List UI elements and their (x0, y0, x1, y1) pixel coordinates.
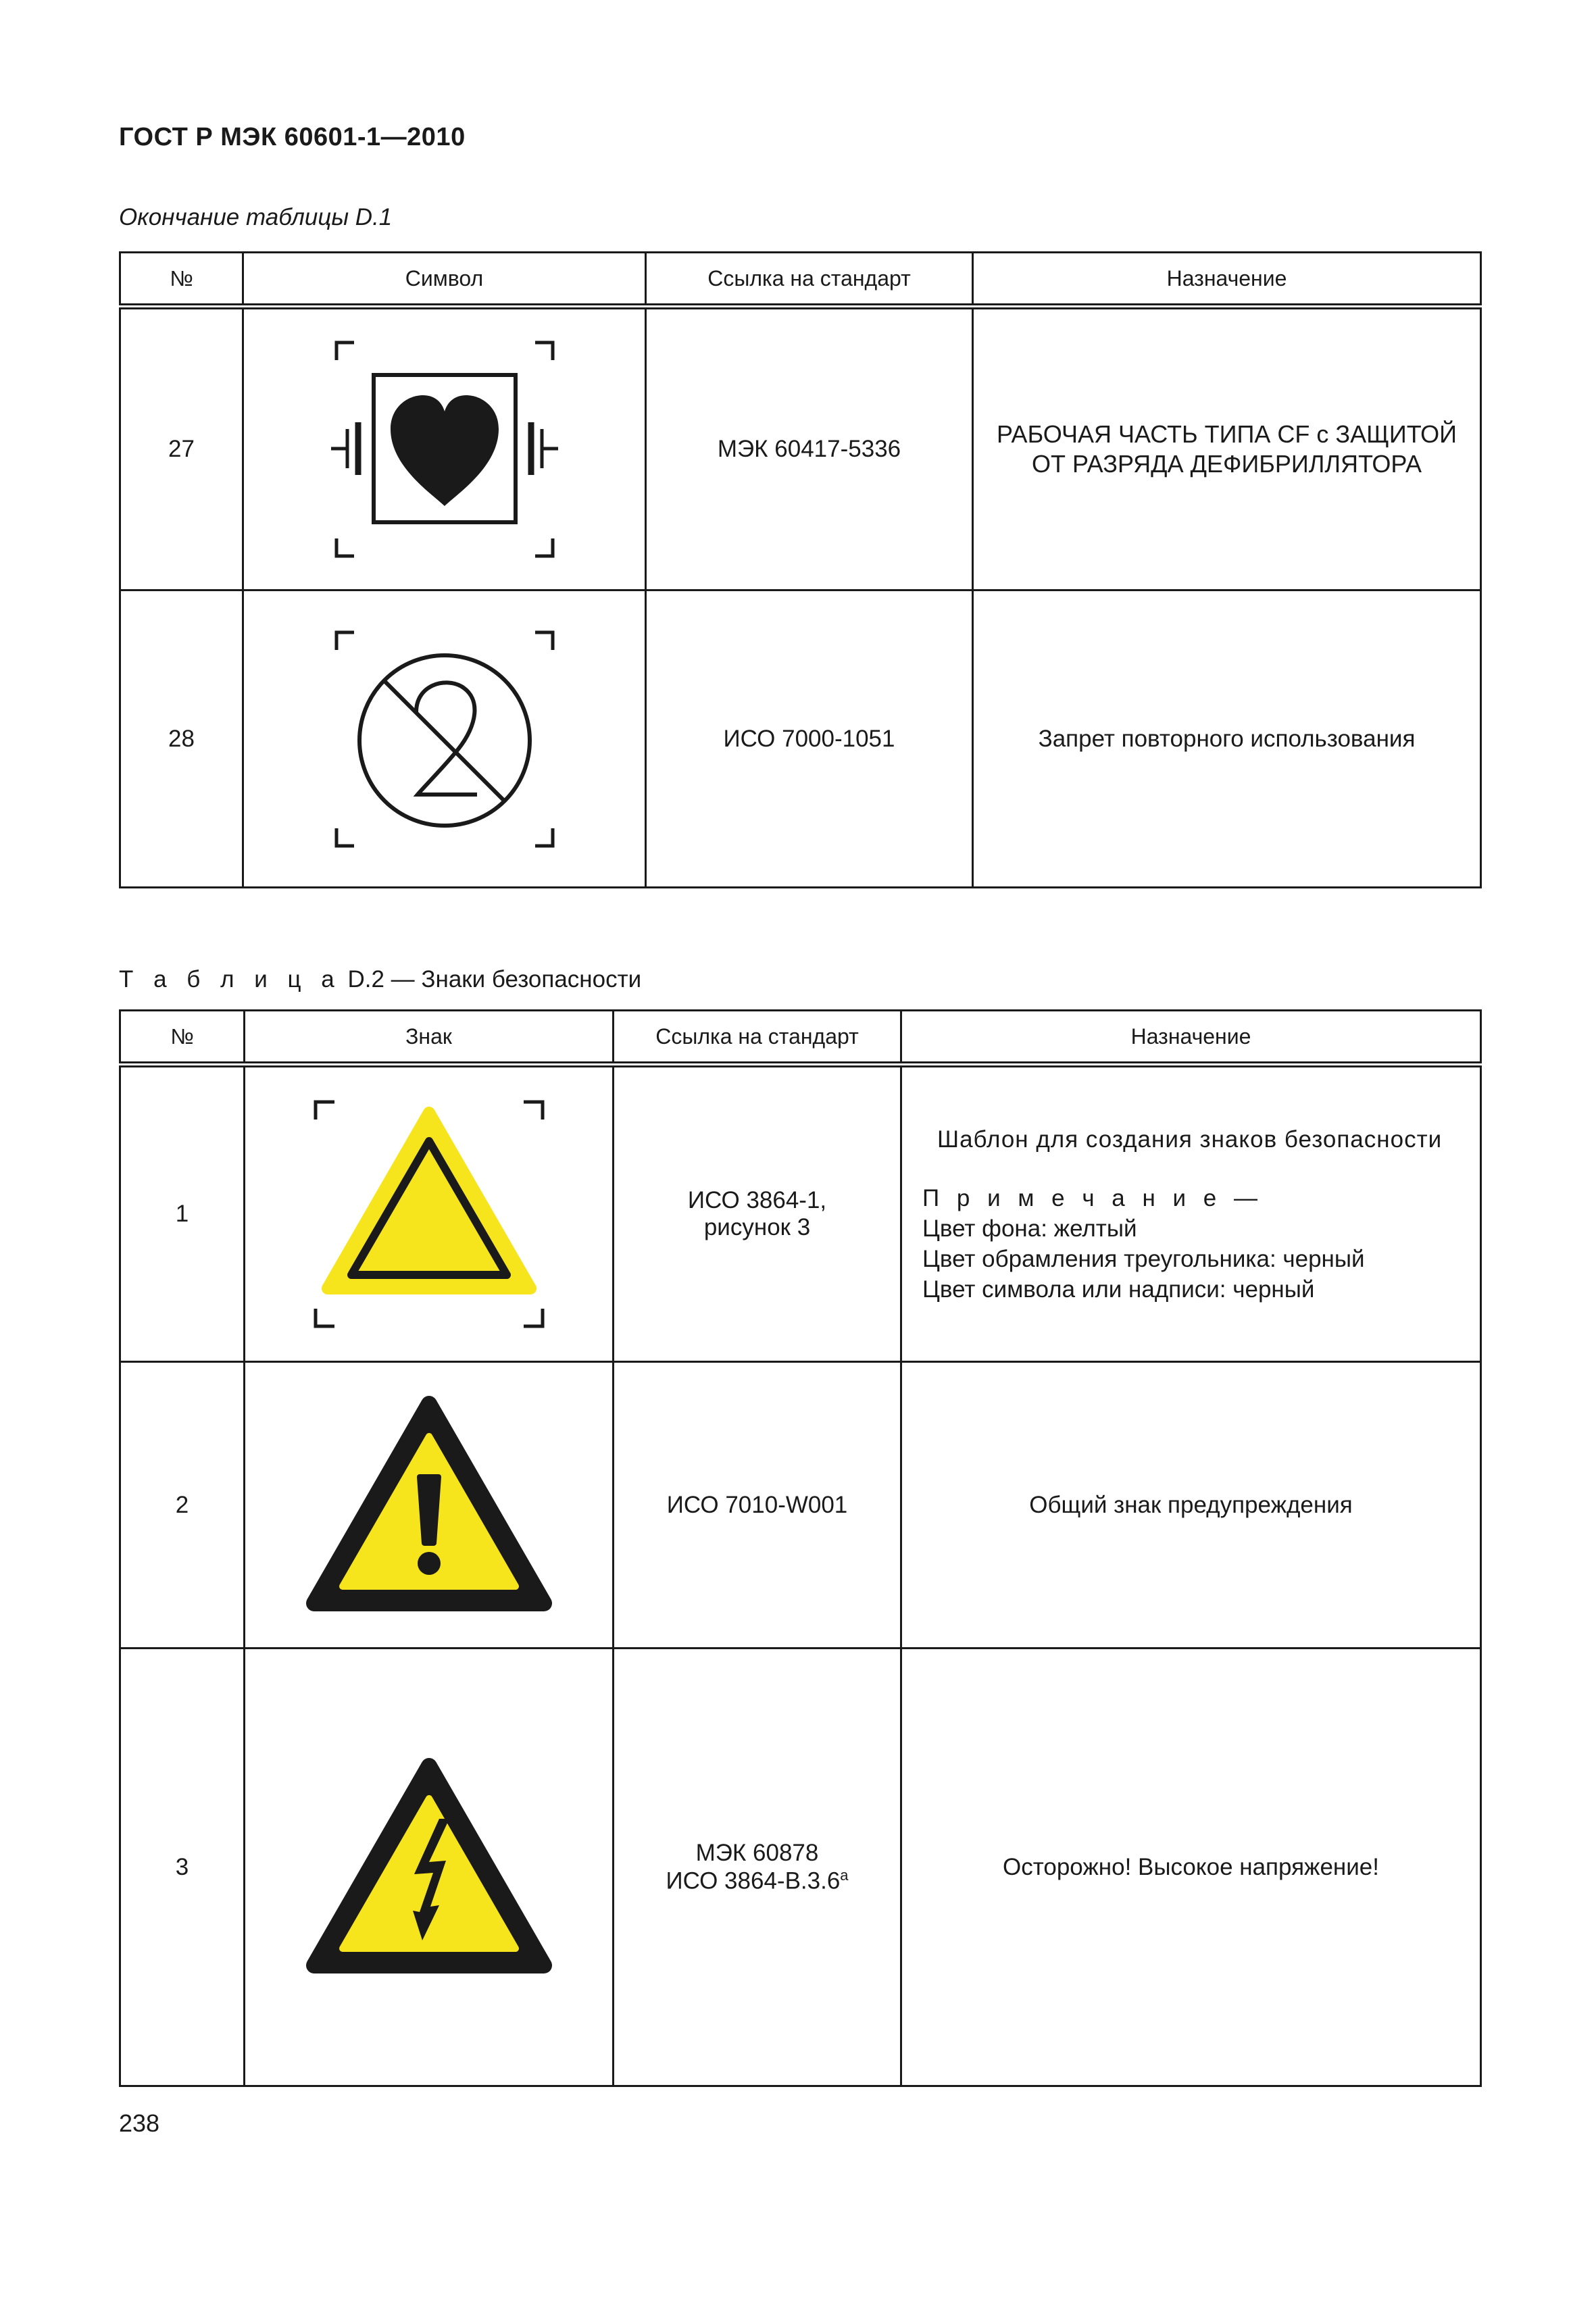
purpose-cell (901, 1065, 1481, 1362)
template-text: Шаблон для создания знаков безопасности (937, 1126, 1443, 1153)
table-d1 (119, 251, 1482, 888)
note-line: Цвет символа или надписи: черный (922, 1276, 1315, 1303)
table-d1-caption: Окончание таблицы D.1 (119, 204, 393, 230)
row-number: 1 (120, 1065, 245, 1362)
defibrillation-proof-type-cf-icon (323, 328, 566, 571)
standard-line: МЭК 60878 (695, 1839, 819, 1866)
table-row (120, 1362, 1481, 1649)
symbol-cell (243, 307, 646, 590)
standard-reference: МЭК 60417-5336 (646, 307, 973, 590)
table-d2 (119, 1009, 1482, 2087)
general-warning-icon (301, 1390, 557, 1620)
standard-reference: ИСО 7010-W001 (614, 1362, 901, 1649)
safety-sign-template-icon (301, 1086, 557, 1342)
note-heading: П р и м е ч а н и е — (922, 1184, 1263, 1211)
symbol-cell (245, 1065, 614, 1362)
symbol-cell (245, 1362, 614, 1649)
column-header-symbol: Символ (243, 253, 646, 307)
table-row (120, 590, 1481, 888)
column-header-sign: Знак (245, 1011, 614, 1065)
row-number: 28 (120, 590, 243, 888)
high-voltage-icon (301, 1753, 557, 1982)
row-number: 27 (120, 307, 243, 590)
purpose-line: РАБОЧАЯ ЧАСТЬ ТИПА CF с ЗАЩИТОЙ (996, 420, 1457, 448)
column-header-no: № (120, 1011, 245, 1065)
standard-line: рисунок 3 (703, 1214, 811, 1240)
column-header-standard: Ссылка на стандарт (614, 1011, 901, 1065)
caption-label: Т а б л и ц а (119, 966, 341, 992)
standard-line: ИСО 3864-В.3.6$^a$ (666, 1866, 849, 1894)
row-number: 3 (120, 1649, 245, 2086)
symbol-cell (245, 1649, 614, 2086)
column-header-purpose: Назначение (973, 253, 1481, 307)
caption-text: D.2 — Знаки безопасности (341, 966, 642, 992)
column-header-no: № (120, 253, 243, 307)
table-header-row (120, 253, 1481, 307)
standard-reference (614, 1065, 901, 1362)
do-not-reuse-icon (323, 618, 566, 861)
standard-reference (614, 1649, 901, 2086)
footnote-marker: a (840, 1866, 849, 1884)
note-line: Цвет фона: желтый (922, 1215, 1137, 1242)
table-header-row (120, 1011, 1481, 1065)
purpose-cell: Запрет повторного использования (973, 590, 1481, 888)
symbol-cell (243, 590, 646, 888)
document-header: ГОСТ Р МЭК 60601-1—2010 (119, 123, 466, 151)
column-header-standard: Ссылка на стандарт (646, 253, 973, 307)
table-row (120, 1649, 1481, 2086)
table-d2-caption (119, 966, 641, 993)
row-number: 2 (120, 1362, 245, 1649)
purpose-cell: Осторожно! Высокое напряжение! (901, 1649, 1481, 2086)
page-number: 238 (119, 2109, 160, 2137)
purpose-cell: Общий знак предупреждения (901, 1362, 1481, 1649)
table-row (120, 1065, 1481, 1362)
standard-reference: ИСО 7000-1051 (646, 590, 973, 888)
purpose-cell (973, 307, 1481, 590)
column-header-purpose: Назначение (901, 1011, 1481, 1065)
purpose-line: ОТ РАЗРЯДА ДЕФИБРИЛЛЯТОРА (1032, 450, 1422, 478)
note-line: Цвет обрамления треугольника: черный (922, 1245, 1365, 1272)
standard-line: ИСО 3864-1, (687, 1187, 827, 1213)
table-row (120, 307, 1481, 590)
